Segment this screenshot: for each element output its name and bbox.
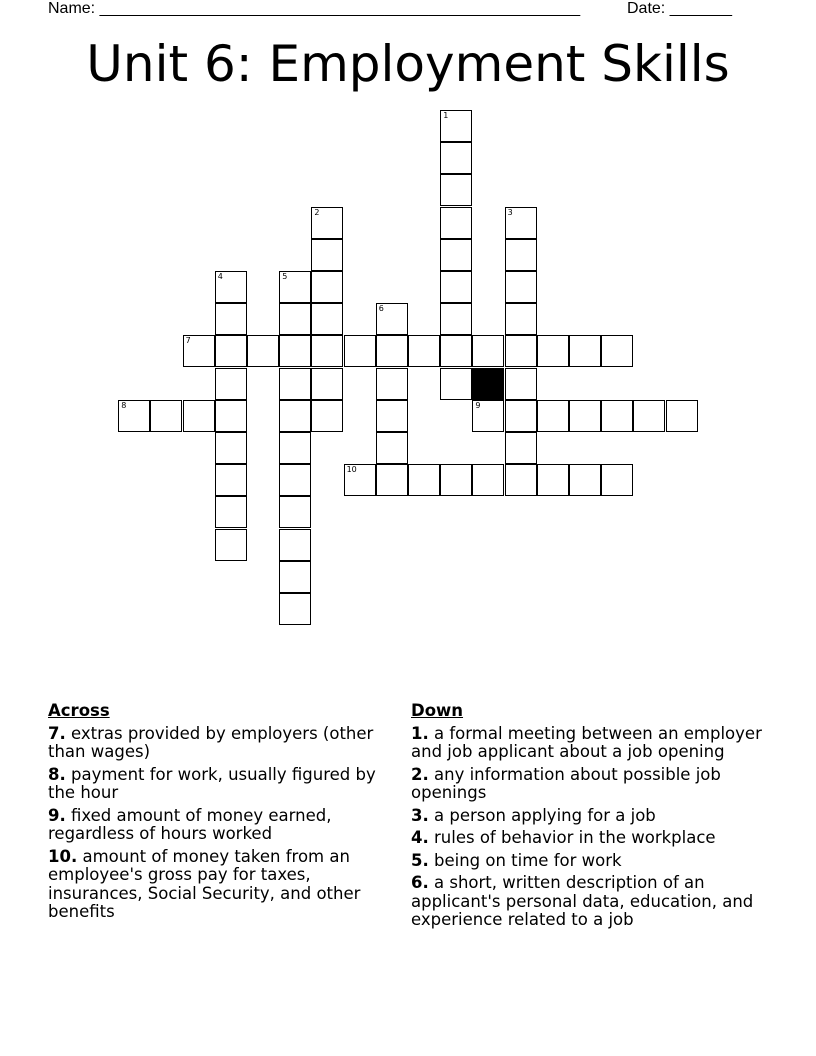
clue-number: 5.: [411, 850, 429, 870]
crossword-cell[interactable]: [440, 271, 472, 303]
cell-number: 9: [475, 400, 481, 410]
crossword-cell[interactable]: [279, 496, 311, 528]
crossword-cell[interactable]: [311, 239, 343, 271]
cell-number: 1: [443, 111, 449, 120]
crossword-cell[interactable]: [408, 464, 440, 496]
down-clue: [411, 852, 771, 871]
crossword-cell[interactable]: [601, 464, 633, 496]
across-clue: [48, 725, 393, 762]
crossword-cell[interactable]: [440, 174, 472, 206]
clue-number: 3.: [411, 805, 429, 825]
page-title: Unit 6: Employment Skills: [86, 35, 730, 93]
clue-number: 6.: [411, 873, 429, 892]
crossword-cell[interactable]: [247, 335, 279, 367]
crossword-cell[interactable]: [279, 464, 311, 496]
crossword-cell[interactable]: [440, 207, 472, 239]
crossword-cell[interactable]: [215, 400, 247, 432]
crossword-cell[interactable]: [279, 271, 311, 303]
crossword-cell[interactable]: [279, 593, 311, 625]
crossword-cell[interactable]: [183, 335, 215, 367]
down-clue: [411, 807, 771, 826]
crossword-cell[interactable]: [215, 271, 247, 303]
clue-text: payment for work, usually figured by the hour: [48, 764, 376, 802]
crossword-cell[interactable]: [311, 400, 343, 432]
clue-text: a person applying for a job: [434, 805, 656, 825]
crossword-cell[interactable]: [569, 464, 601, 496]
crossword-cell[interactable]: [505, 400, 537, 432]
crossword-cell[interactable]: [215, 529, 247, 561]
crossword-cell[interactable]: [440, 303, 472, 335]
crossword-cell[interactable]: [311, 368, 343, 400]
crossword-cell[interactable]: [633, 400, 665, 432]
crossword-cell[interactable]: [215, 464, 247, 496]
crossword-cell[interactable]: [215, 496, 247, 528]
crossword-cell[interactable]: [311, 207, 343, 239]
clue-number: 1.: [411, 723, 429, 743]
down-heading: Down: [411, 701, 464, 720]
clue-text: amount of money taken from an employee's gross pay for taxes, insurances, Social Security, and other benefits: [48, 846, 361, 921]
crossword-cell[interactable]: [376, 368, 408, 400]
crossword-cell[interactable]: [505, 303, 537, 335]
down-clues: [411, 702, 771, 934]
crossword-cell[interactable]: [537, 335, 569, 367]
crossword-cell[interactable]: [215, 303, 247, 335]
clue-text: rules of behavior in the workplace: [434, 828, 716, 847]
across-heading: Across: [48, 701, 110, 720]
crossword-cell[interactable]: [569, 400, 601, 432]
crossword-cell[interactable]: [376, 335, 408, 367]
cell-number: 10: [346, 465, 357, 475]
crossword-cell[interactable]: [215, 368, 247, 400]
across-clue: [48, 766, 393, 803]
crossword-cell[interactable]: [601, 335, 633, 367]
cell-number: 2: [314, 207, 320, 217]
clue-text: extras provided by employers (other than wages): [48, 723, 374, 761]
clue-text: any information about possible job openings: [411, 764, 721, 802]
clue-text: a formal meeting between an employer and job applicant about a job opening: [411, 723, 762, 761]
crossword-cell[interactable]: [376, 400, 408, 432]
clue-number: 4.: [411, 828, 429, 847]
clue-number: 8.: [48, 764, 66, 784]
clue-text: a short, written description of an applicant's personal data, education, and experience related to a job: [411, 873, 754, 929]
cell-number: 5: [282, 272, 288, 281]
clue-text: fixed amount of money earned, regardless of hours worked: [48, 805, 332, 843]
crossword-cell[interactable]: [118, 400, 150, 432]
clue-number: 9.: [48, 805, 66, 825]
crossword-cell[interactable]: [376, 303, 408, 335]
crossword-cell[interactable]: [311, 335, 343, 367]
crossword-cell[interactable]: [472, 335, 504, 367]
crossword-cell[interactable]: [215, 432, 247, 464]
clue-number: 7.: [48, 723, 66, 743]
crossword-cell[interactable]: [311, 303, 343, 335]
crossword-cell[interactable]: [601, 400, 633, 432]
crossword-cell[interactable]: [279, 561, 311, 593]
crossword-cell[interactable]: [279, 368, 311, 400]
across-clues: [48, 702, 393, 926]
crossword-cell[interactable]: [183, 400, 215, 432]
crossword-cell[interactable]: [279, 432, 311, 464]
crossword-cell[interactable]: [472, 464, 504, 496]
crossword-cell[interactable]: [569, 335, 601, 367]
cell-number: 3: [507, 207, 513, 217]
crossword-cell[interactable]: [344, 464, 376, 496]
crossword-cell[interactable]: [215, 335, 247, 367]
crossword-blocked-cell: [472, 368, 504, 400]
crossword-cell[interactable]: [505, 368, 537, 400]
name-field-label: Name: ______________________________________________________: [48, 0, 581, 17]
across-clue: [48, 807, 393, 844]
crossword-cell[interactable]: [440, 110, 472, 142]
crossword-cell[interactable]: [440, 368, 472, 400]
crossword-cell[interactable]: [440, 464, 472, 496]
cell-number: 7: [185, 336, 191, 346]
crossword-cell[interactable]: [311, 271, 343, 303]
across-clue: [48, 848, 393, 922]
crossword-cell[interactable]: [440, 239, 472, 271]
crossword-cell[interactable]: [279, 303, 311, 335]
clue-text: being on time for work: [434, 850, 622, 870]
clue-number: 10.: [48, 846, 78, 866]
down-clue: [411, 725, 771, 762]
cell-number: 6: [378, 304, 384, 314]
crossword-cell[interactable]: [505, 207, 537, 239]
down-clue: [411, 829, 771, 848]
crossword-cell[interactable]: [279, 335, 311, 367]
cell-number: 4: [217, 272, 223, 281]
crossword-cell[interactable]: [408, 335, 440, 367]
clue-number: 2.: [411, 764, 429, 784]
crossword-cell[interactable]: [666, 400, 698, 432]
crossword-cell[interactable]: [279, 529, 311, 561]
crossword-cell[interactable]: [440, 335, 472, 367]
crossword-cell[interactable]: [150, 400, 182, 432]
crossword-cell[interactable]: [505, 335, 537, 367]
down-clue: [411, 874, 771, 930]
crossword-cell[interactable]: [537, 400, 569, 432]
down-clue: [411, 766, 771, 803]
date-field-label: Date: _______: [627, 0, 732, 17]
crossword-cell[interactable]: [505, 464, 537, 496]
crossword-cell[interactable]: [505, 432, 537, 464]
cell-number: 8: [121, 400, 127, 410]
crossword-cell[interactable]: [376, 464, 408, 496]
crossword-cell[interactable]: [472, 400, 504, 432]
crossword-cell[interactable]: [505, 271, 537, 303]
crossword-cell[interactable]: [440, 142, 472, 174]
crossword-cell[interactable]: [376, 432, 408, 464]
crossword-cell[interactable]: [537, 464, 569, 496]
crossword-cell[interactable]: [279, 400, 311, 432]
crossword-cell[interactable]: [505, 239, 537, 271]
crossword-cell[interactable]: [344, 335, 376, 367]
